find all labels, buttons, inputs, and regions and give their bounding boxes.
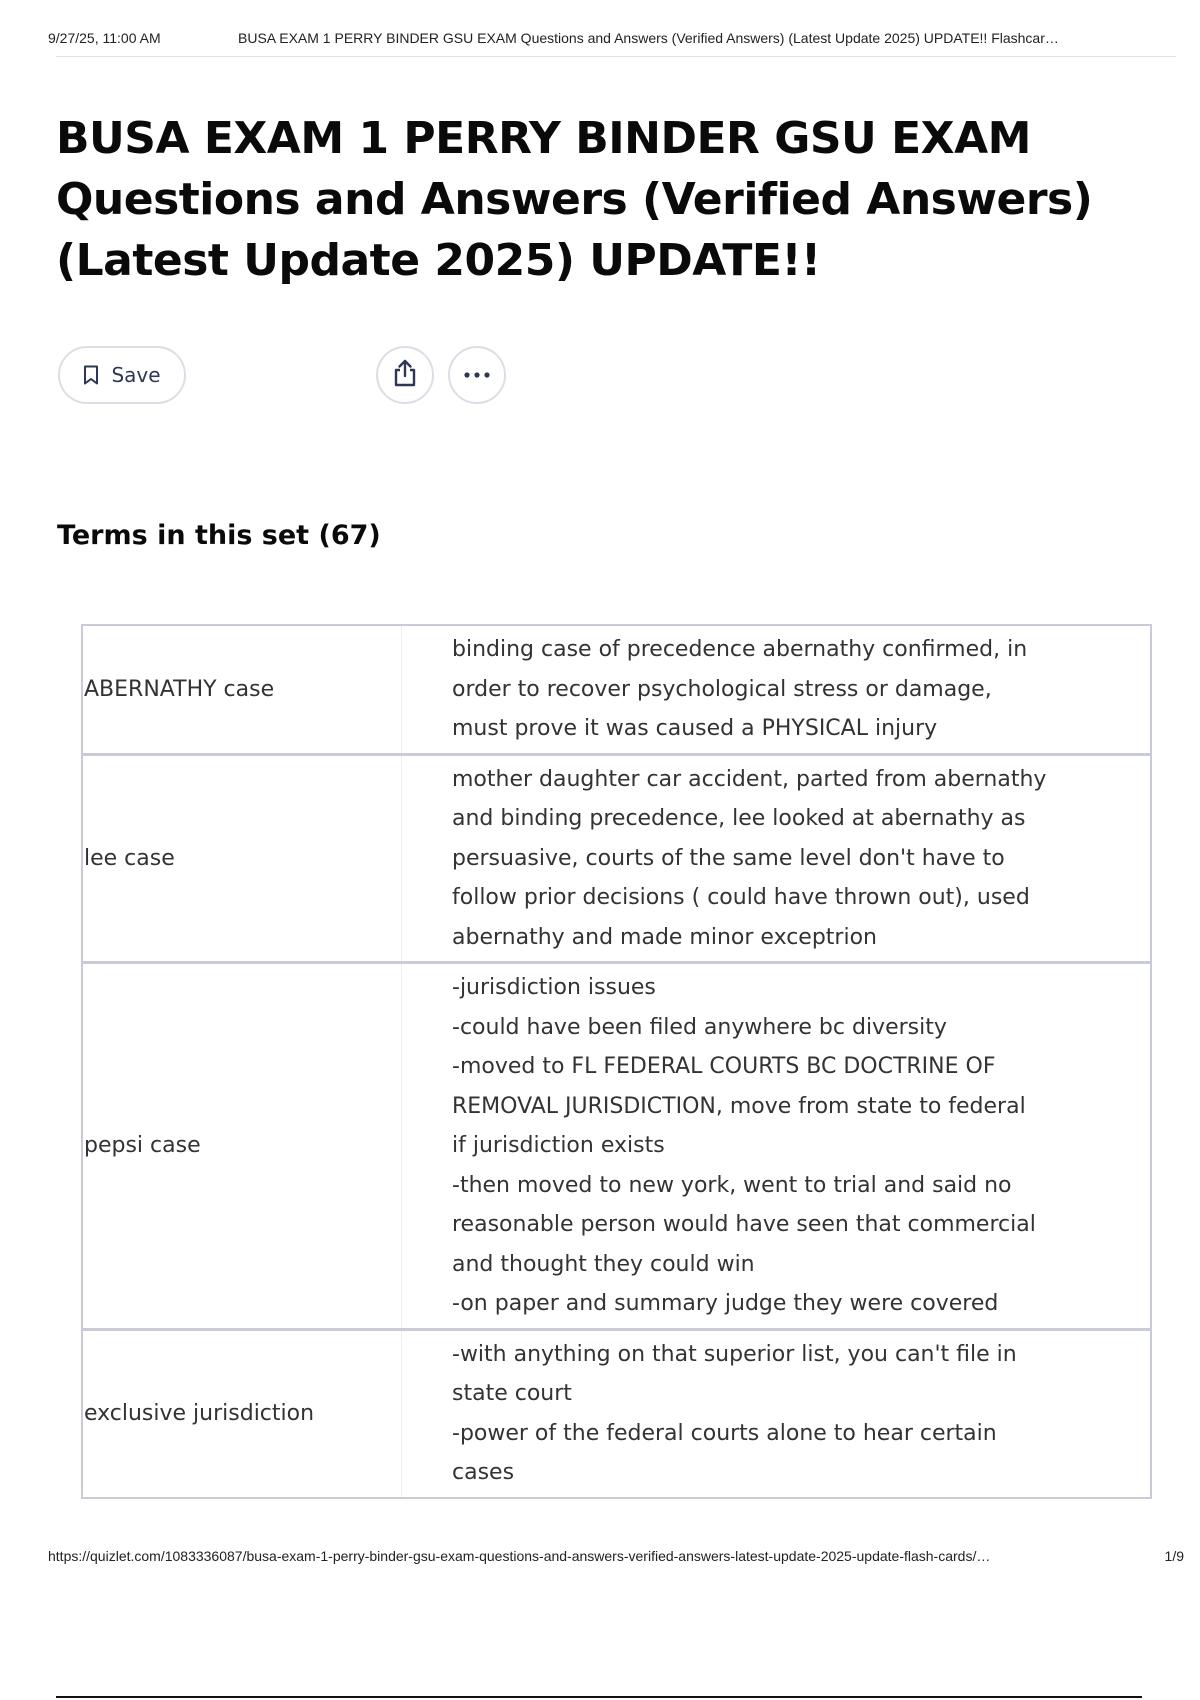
print-page-title: BUSA EXAM 1 PERRY BINDER GSU EXAM Questions and Answers (Verified Answers) (Latest Update 2025) UPDATE!! Flashcar…: [238, 30, 1059, 46]
term-row: [83, 753, 1150, 962]
definition-line: binding case of precedence abernathy confirmed, in: [452, 637, 1028, 662]
definition-line: order to recover psychological stress or damage,: [452, 676, 992, 702]
bookmark-icon: [83, 365, 99, 385]
definition-line: -with anything on that superior list, you can't file in: [452, 1341, 1017, 1367]
definition-line: -could have been filed anywhere bc diversity: [452, 1014, 947, 1040]
term-cell: pepsi case: [83, 964, 402, 1328]
definition-line: -moved to FL FEDERAL COURTS BC DOCTRINE OF: [452, 1054, 996, 1079]
term-cell: ABERNATHY case: [83, 626, 402, 753]
print-footer-url: https://quizlet.com/1083336087/busa-exam-1-perry-binder-gsu-exam-questions-and-answers-verified-answers-latest-update-2025-update-flash-cards/…: [48, 1548, 991, 1564]
definition-line: and binding precedence, lee looked at abernathy as: [452, 806, 1026, 831]
definition-line: state court: [452, 1381, 572, 1406]
definition-cell: [402, 1331, 1150, 1497]
terms-table: [81, 624, 1152, 1499]
definition-cell: [402, 964, 1150, 1328]
definition-line: REMOVAL JURISDICTION, move from state to federal: [452, 1093, 1026, 1119]
terms-heading: Terms in this set (67): [57, 520, 381, 551]
page-title: BUSA EXAM 1 PERRY BINDER GSU EXAM Questions and Answers (Verified Answers) (Latest Update 2025) UPDATE!!: [56, 113, 1093, 286]
definition-line: -then moved to new york, went to trial and said no: [452, 1172, 1012, 1198]
action-bar: [58, 346, 518, 406]
definition-line: abernathy and made minor exceptrion: [452, 924, 877, 950]
print-date: 9/27/25, 11:00 AM: [48, 30, 161, 46]
save-button[interactable]: [58, 346, 186, 404]
definition-line: mother daughter car accident, parted from abernathy: [452, 766, 1047, 792]
definition-line: and thought they could win: [452, 1251, 755, 1277]
definition-line: follow prior decisions ( could have thrown out), used: [452, 885, 1030, 910]
print-footer: [48, 1548, 1184, 1570]
page-bottom-rule: [56, 1696, 1142, 1698]
print-header: [48, 30, 1180, 54]
definition-line: -power of the federal courts alone to hear certain: [452, 1420, 997, 1446]
definition-line: -jurisdiction issues: [452, 975, 656, 1000]
term-cell: lee case: [83, 756, 402, 962]
definition-line: reasonable person would have seen that commercial: [452, 1212, 1036, 1237]
definition-line: cases: [452, 1460, 515, 1485]
share-button[interactable]: [376, 346, 434, 404]
more-horizontal-icon: [463, 366, 491, 384]
definition-cell: [402, 626, 1150, 753]
share-icon: [391, 358, 419, 393]
term-row: [83, 961, 1150, 1328]
page-number: 1/9: [1164, 1548, 1184, 1564]
definition-line: persuasive, courts of the same level don't have to: [452, 845, 1005, 871]
definition-cell: [402, 756, 1150, 962]
term-cell: exclusive jurisdiction: [83, 1331, 402, 1497]
header-divider: [56, 56, 1176, 57]
definition-line: if jurisdiction exists: [452, 1133, 665, 1158]
term-row: [83, 626, 1150, 753]
save-button-label: Save: [111, 363, 161, 387]
term-row: [83, 1328, 1150, 1497]
definition-line: -on paper and summary judge they were covered: [452, 1291, 999, 1316]
definition-line: must prove it was caused a PHYSICAL injury: [452, 716, 938, 741]
more-options-button[interactable]: [448, 346, 506, 404]
